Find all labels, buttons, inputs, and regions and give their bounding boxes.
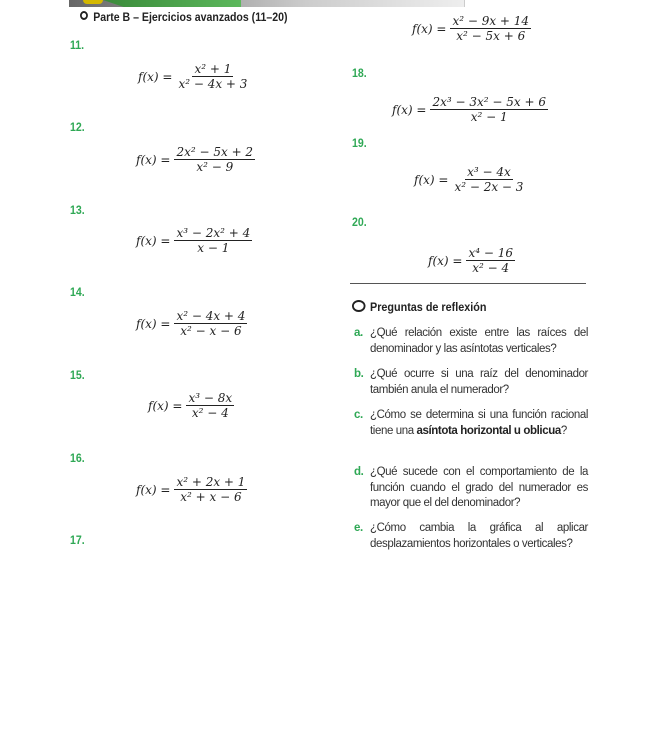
divider <box>350 283 586 284</box>
section-title <box>80 10 288 24</box>
exercise-number: 18. <box>352 66 367 80</box>
section-title-text: Parte B – Ejercicios avanzados (11–20) <box>93 10 288 24</box>
exercise-number: 15. <box>70 368 85 382</box>
speech-bubble-icon <box>352 300 366 312</box>
formula-15: f(x) = $\frac{\text{x² − 4x + 4}}{\text{x² − x − 6}}$ <box>136 309 246 338</box>
bullet-icon <box>80 11 88 20</box>
exercise-number: 16. <box>70 451 85 465</box>
exercise-number: 13. <box>70 203 85 217</box>
logo <box>83 0 103 4</box>
formula-14: f(x) = $\frac{\text{x³ − 2x² + 4}}{x - 1}$ <box>136 226 251 255</box>
formula-16: f(x) = $\frac{\text{x³ − 8x}}{\text{x² − 4}}$ <box>148 391 233 420</box>
question-d: d. ¿Qué sucede con el comportamiento de la función cuando el grado del numerador es mayor que el del denominador? <box>354 466 588 509</box>
formula-18: f(x) = $\frac{\text{2x³ − 3x² − 5x + 6}}{\text{x² − 1}}$ <box>392 95 546 124</box>
exercise-number: 11. <box>70 38 85 52</box>
exercise-number: 14. <box>70 285 85 299</box>
exercise-number: 12. <box>70 120 85 134</box>
question-a: a. ¿Qué relación existe entre las raíces del denominador y las asíntotas verticales? <box>354 327 588 355</box>
formula-13: f(x) = $\frac{\text{2x² − 5x + 2}}{\text{x² − 9}}$ <box>136 145 254 174</box>
question-e: e. ¿Cómo cambia la gráfica al aplicar desplazamientos horizontales o verticales? <box>354 522 588 550</box>
formula-19: f(x) = $\frac{\text{x³ − 4x}}{\text{x² − 2x − 3}}$ <box>414 165 524 194</box>
formula-11: f(x) = $\frac{\text{x² − 9x + 14}}{\text{x² − 5x + 6}}$ <box>412 14 530 43</box>
exercise-number: 19. <box>352 136 367 150</box>
exercise-number: 17. <box>70 533 85 547</box>
question-b: b. ¿Qué ocurre si una raíz del denominador también anula el numerador? <box>354 368 588 396</box>
header-banner-image <box>69 0 465 7</box>
question-c: c. ¿Cómo se determina si una función racional tiene una asíntota horizontal u oblicua? <box>354 409 588 437</box>
reflection-heading-text: Preguntas de reflexión <box>370 300 487 314</box>
exercise-number: 20. <box>352 215 367 229</box>
formula-20: f(x) = $\frac{\text{x⁴ − 16}}{\text{x² − 4}}$ <box>428 246 513 275</box>
reflection-heading <box>352 300 486 314</box>
formula-17: f(x) = $\frac{\text{x² + 2x + 1}}{\text{x² + x − 6}}$ <box>136 475 246 504</box>
formula-12: f(x) = $\frac{\text{x² + 1}}{\text{x² − 4x + 3}}$ <box>138 62 248 91</box>
